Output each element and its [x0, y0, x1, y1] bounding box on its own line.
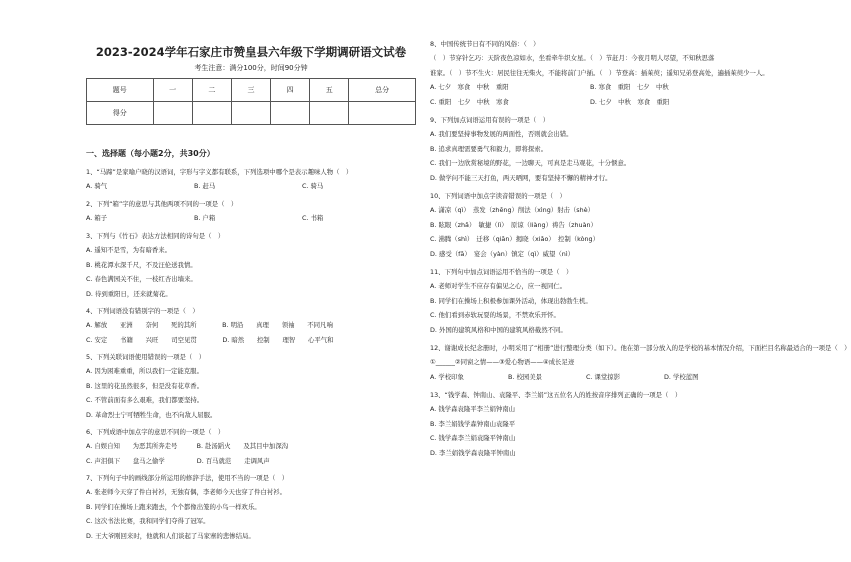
score-row: [87, 102, 416, 125]
option-line: A. 解放 亚洲 奈何 死的其所 B. 明沿 真理 领袖 不同凡响: [86, 321, 333, 329]
question-stem: 7、下列句子中的画线部分所运用的修辞手法，使用不当的一项是（ ）: [86, 474, 289, 482]
option-line: A. 老师对学生不应存有偏见之心，应一视同仁。: [430, 282, 567, 290]
option-line: B. 同学们在操场上积极参加课外活动，体现出勃勃生机。: [430, 296, 592, 305]
option[interactable]: C. 骑马: [302, 182, 324, 190]
score-cell[interactable]: [231, 102, 270, 125]
score-cell[interactable]: [349, 102, 416, 125]
section-heading: 一、选择题（每小题2分，共30分）: [86, 149, 215, 158]
option-line: C. 我们一边欣赏秘境的野花，一边聊天，可真是走马观花，十分惬意。: [430, 159, 631, 167]
option-line: D. 李兰娟钱学森袁隆平钟南山: [430, 448, 516, 457]
option-line: ①______②同窗之情——③爱心物语——④成长足迹: [430, 358, 575, 366]
option: A. 学校印象: [430, 372, 464, 381]
question-stem: 2、下列“箱”字的意思与其他两项不同的一项是（ ）: [86, 200, 238, 208]
question-stem: 1、“马蹄”是家喻户晓的汉语词，字形与字义都有联系，下列选项中哪个是表示趣味人物（ ）: [86, 168, 353, 176]
option-line: C. 钱学森李兰娟袁隆平钟南山: [430, 434, 516, 442]
question-stem: 13、“钱学森、钟南山、袁隆平、李兰娟”这五位名人的姓按音序排列正确的一项是（ ）: [430, 391, 682, 399]
option-line: 谁家。（ ）节不生火：居民往往无柴火，不能将前门户插。（ ）节登高：插茱萸；遥知兄弟登高处，遍插茱萸少一人。: [430, 68, 769, 77]
score-header-cell: 五: [310, 79, 349, 102]
option-line: A. 钱学森袁隆平李兰娟钟南山: [430, 405, 516, 413]
option: B. 寒食 重阳 七夕 中秋: [590, 83, 669, 91]
question-stem: 12、谢谢成长纪念册时，小明采用了“相册”进行整理分类（如下）。他在第一部分放入的是学校的基本情况介绍，下面栏目名称最适合的一项是（ ）: [430, 344, 851, 352]
option-line: D. 做学问不能三天打鱼，两天晒网，要有坚持不懈的精神才行。: [430, 173, 612, 182]
question-stem: 9、下列加点词语运用有误的一项是（ ）: [430, 116, 550, 124]
question-stem: 11、下列句中加点词语运用不恰当的一项是（ ）: [430, 268, 573, 276]
score-header-cell: 题号: [87, 79, 154, 102]
option: C. 课堂掠影: [586, 372, 621, 381]
question-stem: 10、下列词语中加点字读音错误的一项是（ ）: [430, 192, 566, 200]
score-cell[interactable]: [310, 102, 349, 125]
option-line: D. 革命烈士宁可牺牲生命，也不向敌人屈服。: [86, 410, 217, 419]
option-line: A. 潇凉（qì） 蒸发（zhēng）削法（xìng）射击（shè）: [430, 206, 595, 214]
option-line: D. 王大爷刚回来时，他就和人们谈起了马家寨的悲惨结局。: [86, 531, 255, 540]
option-line: C. 沸腾（shì） 迁移（qiān）揭晓（xiǎo） 控制（kòng）: [430, 235, 599, 243]
score-cell[interactable]: [153, 102, 192, 125]
question-stem: 6、下列成语中加点字的意思不同的一项是（ ）: [86, 428, 225, 436]
score-header-row: [87, 79, 416, 102]
option-line: A. 因为困难重重，所以我们一定能克服。: [86, 367, 203, 375]
question-stem: 4、下列词语没有错别字的一项是（ ）: [86, 307, 199, 315]
score-header-cell: 二: [192, 79, 231, 102]
option-line: D. 待到重阳日，还来就菊花。: [86, 289, 172, 298]
option-line: B. 这里的花虽然很多，但是没有花草香。: [86, 381, 204, 390]
option-line: C. 春色满园关不住，一枝红杏出墙来。: [86, 275, 197, 283]
option-line: B. 追求真理需要勇气和毅力，即将探索。: [430, 144, 548, 153]
option-line: B. 同学们在操场上跑来跑去，个个都像出笼的小鸟一样欢乐。: [86, 502, 261, 511]
option[interactable]: A. 骑气: [86, 182, 108, 190]
option-line: A. 张老师今天穿了件白衬衫，无独有偶，李老师今天也穿了件白衬衫。: [86, 488, 287, 496]
option-line: B. 李兰娟钱学森钟南山袁隆平: [430, 419, 516, 428]
score-header-cell: 四: [271, 79, 310, 102]
option: D. 七夕 中秋 寒食 重阳: [590, 97, 670, 106]
option: B. 校园美景: [508, 372, 543, 381]
option-line: B. 桃花潭水深千尺，不及汪伦送我情。: [86, 260, 197, 269]
question-stem: 3、下列与《竹石》表达方法相同的诗句是（ ）: [86, 232, 225, 240]
question-stem: 8、中国传统节日有不同的风俗：（ ）: [430, 40, 540, 48]
exam-note: 考生注意：满分100分，时间90分钟: [194, 64, 308, 72]
option-line: C. 这次书法比赛，我和同学们夺得了冠军。: [86, 517, 210, 525]
option-line: （ ）节穿针乞巧：天阶夜色凉如水，坐看牵牛织女星。（ ）节赶月：今夜月明人尽望，不知秋思落: [430, 54, 715, 62]
option-line: C. 不管前面有多么艰难，我们都要坚持。: [86, 396, 204, 404]
score-table: [86, 78, 416, 125]
score-cell[interactable]: [192, 102, 231, 125]
option[interactable]: B. 户箱: [194, 214, 216, 222]
score-row-label: 得分: [87, 102, 154, 125]
option: A. 七夕 寒食 中秋 重阳: [430, 83, 509, 91]
score-header-cell: 总分: [349, 79, 416, 102]
option-line: A. 我们要坚持事物发展的两面性，否则就会出错。: [430, 130, 573, 138]
option[interactable]: B. 赶马: [194, 182, 216, 190]
score-header-cell: 一: [153, 79, 192, 102]
option-line: A. 自娱自知 为恶其所奔走号 B. 赴汤蹈火 及其目中加深沟: [86, 442, 289, 450]
score-header-cell: 三: [231, 79, 270, 102]
option: C. 重阳 七夕 中秋 寒食: [430, 97, 509, 106]
question-stem: 5、下列关联词语使用错误的一项是（ ）: [86, 353, 206, 361]
option-line: D. 感受（fā） 宴会（yàn）镇定（qì）威望（nì）: [430, 249, 574, 258]
option-line: D. 外国的建筑风格和中国的建筑风格截然不同。: [430, 325, 567, 334]
option[interactable]: C. 书箱: [302, 214, 324, 222]
page-title: 2023-2024学年石家庄市赞皇县六年级下学期调研语文试卷: [95, 45, 407, 59]
option: D. 学校蓝图: [664, 372, 699, 381]
option-line: C. 安定 书籍 兴旺 司空见贯 D. 暗然 控制 理智 心平气和: [86, 335, 334, 344]
option-line: C. 声泪俱下 盘马之偷学 D. 百马就范 走调风声: [86, 456, 270, 465]
option-line: B. 眩眼（zhǎ） 敏捷（lì） 原谅（liàng）祷告（zhuàn）: [430, 220, 597, 229]
option[interactable]: A. 箱子: [86, 214, 108, 222]
option-line: C. 他们看到赤软玩耍的场景，不禁欢乐开怀。: [430, 311, 560, 319]
score-cell[interactable]: [271, 102, 310, 125]
option-line: A. 遥知不是雪，为有暗香来。: [86, 246, 172, 254]
